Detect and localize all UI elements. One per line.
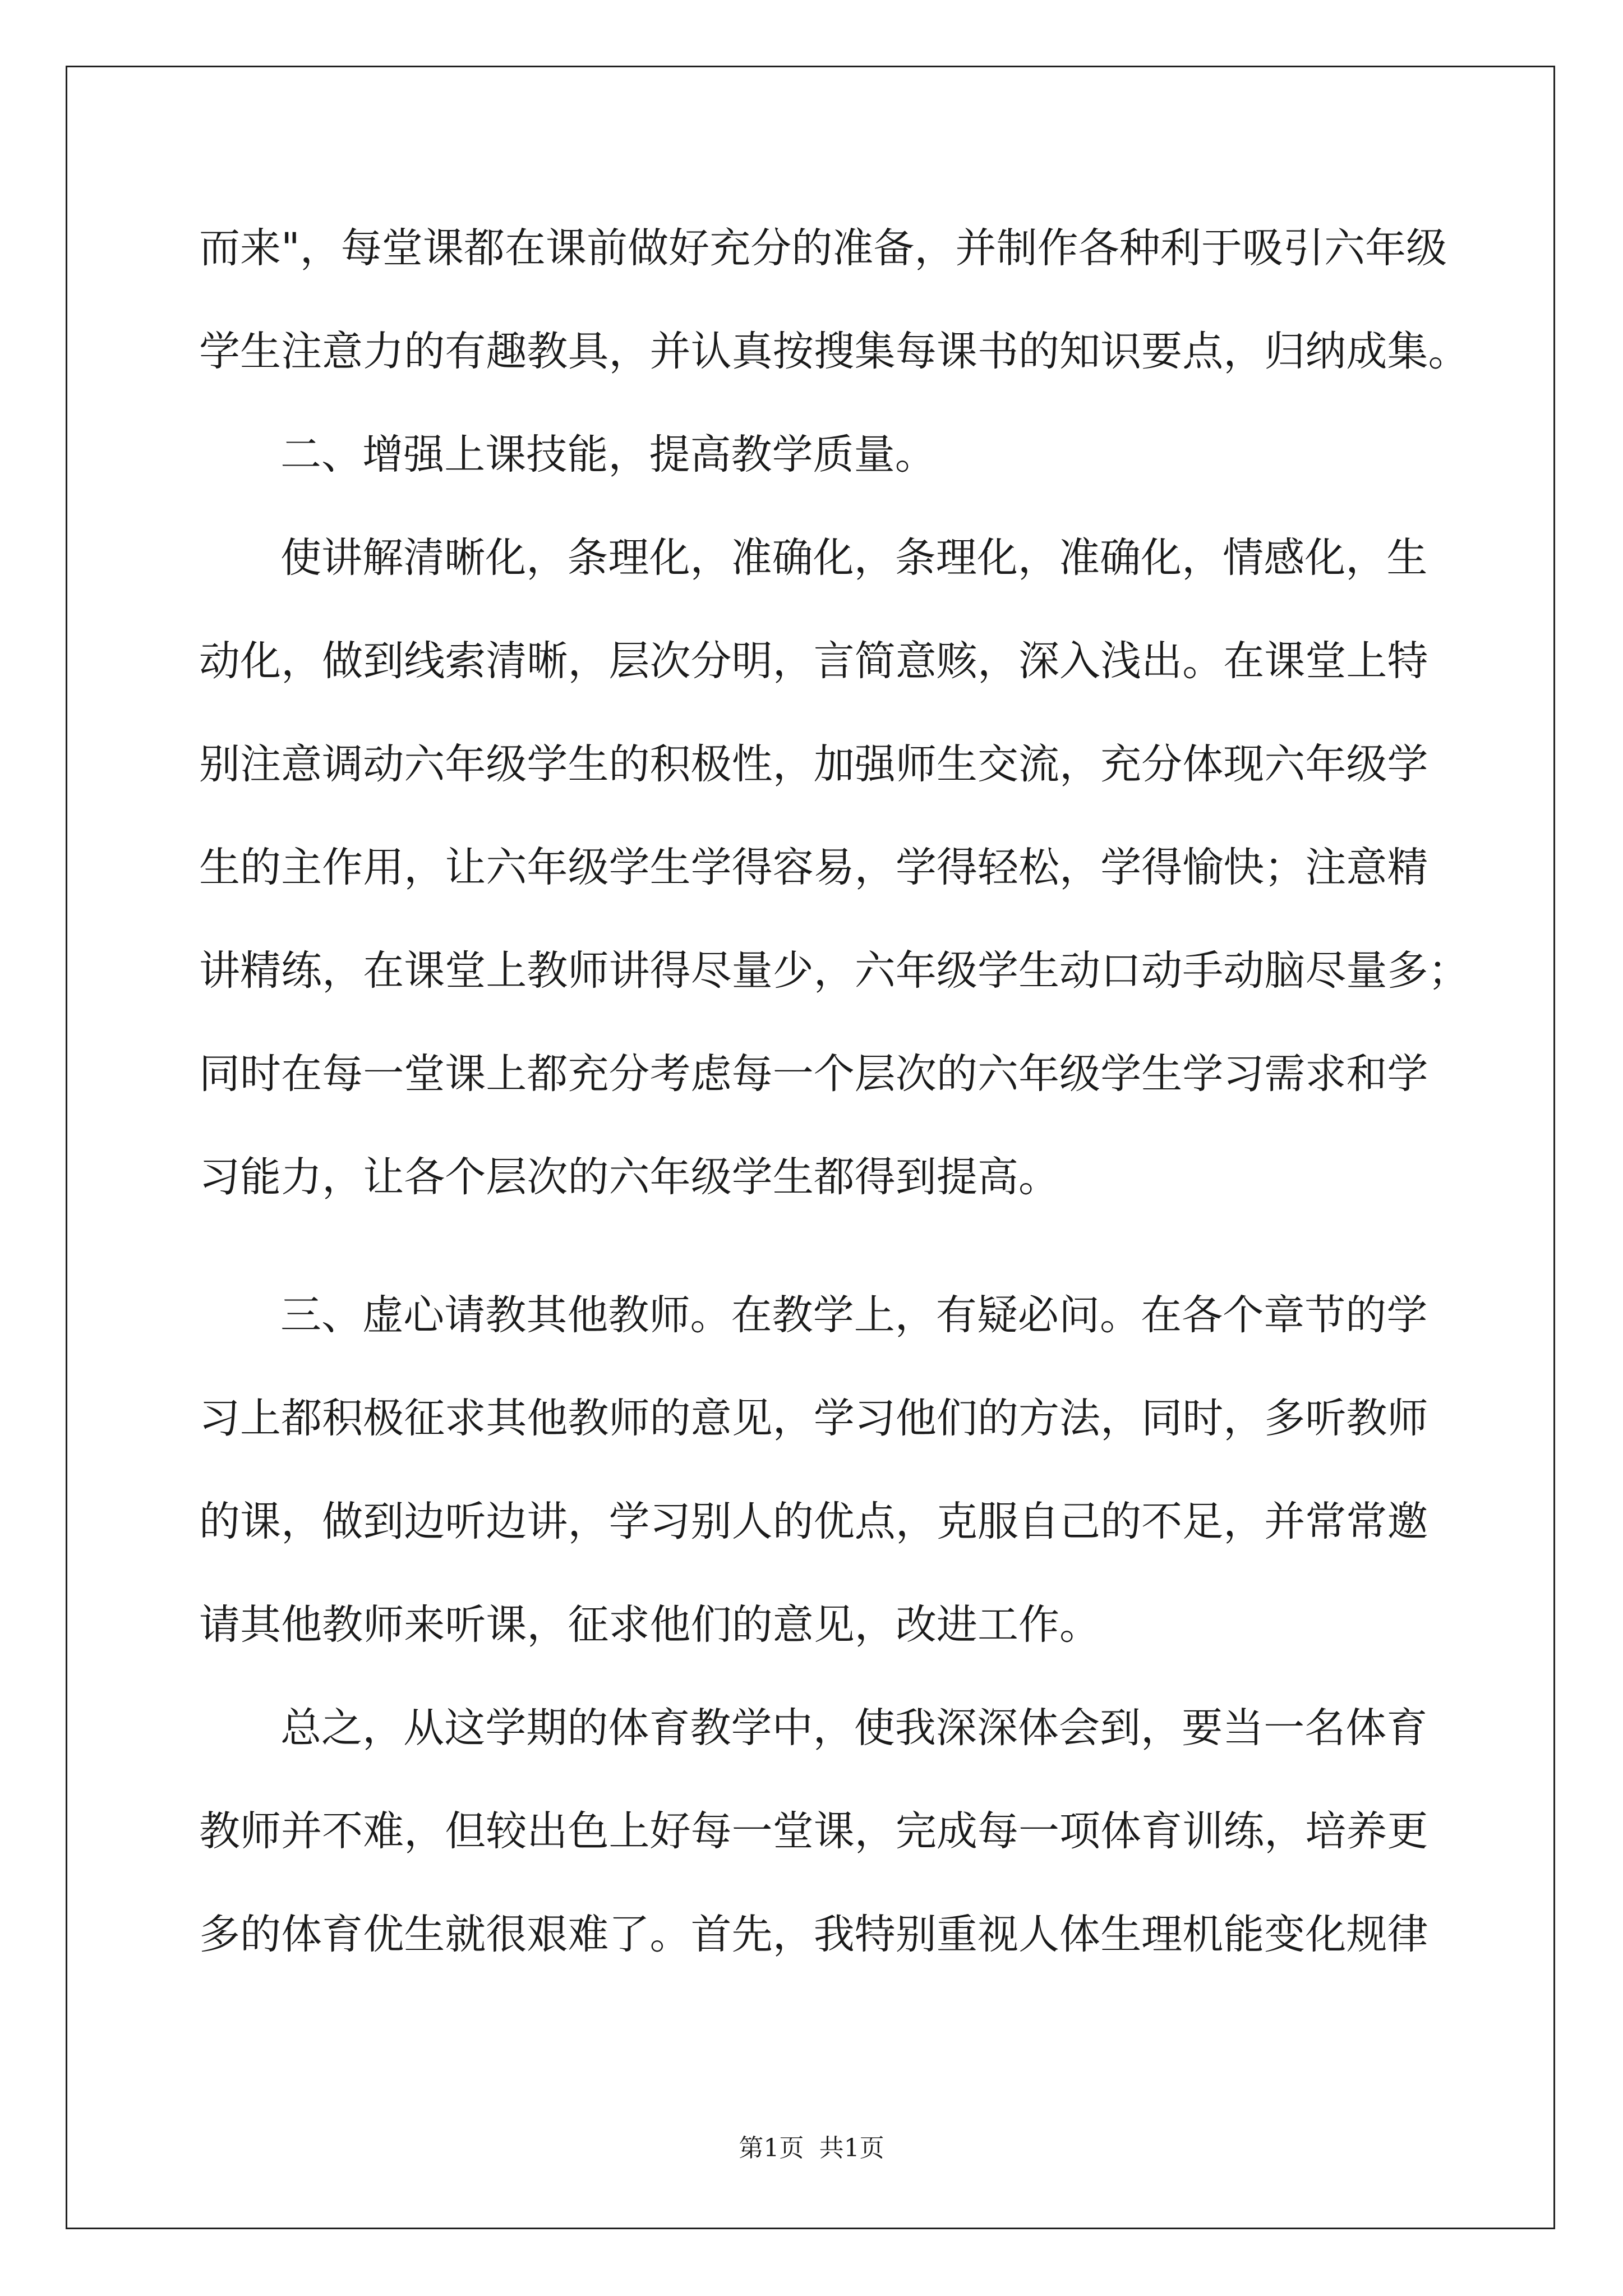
text-line-5: 动化，做到线索清晰，层次分明，言简意赅，深入浅出。在课堂上特 <box>199 637 1428 685</box>
page-number-footer: 第1页 共1页 <box>739 2134 884 2162</box>
section-heading-3: 三、虚心请教其他教师。在教学上，有疑必问。在各个章节的学 <box>280 1291 1428 1339</box>
text-line-2: 学生注意力的有趣教具，并认真按搜集每课书的知识要点，归纳成集。 <box>199 328 1469 375</box>
text-line-12: 习上都积极征求其他教师的意见，学习他们的方法，同时，多听教师 <box>199 1395 1428 1442</box>
text-line-13: 的课，做到边听边讲，学习别人的优点，克服自己的不足，并常常邀 <box>199 1498 1428 1545</box>
text-line-17: 多的体育优生就很艰难了。首先，我特别重视人体生理机能变化规律 <box>199 1911 1428 1958</box>
text-line-7: 生的主作用，让六年级学生学得容易，学得轻松，学得愉快；注意精 <box>199 844 1428 891</box>
text-line-14: 请其他教师来听课，征求他们的意见，改进工作。 <box>199 1601 1101 1649</box>
text-line-4: 使讲解清晰化，条理化，准确化，条理化，准确化，情感化，生 <box>280 534 1428 582</box>
text-line-9: 同时在每一堂课上都充分考虑每一个层次的六年级学生学习需求和学 <box>199 1050 1428 1098</box>
text-line-6: 别注意调动六年级学生的积极性，加强师生交流，充分体现六年级学 <box>199 740 1428 788</box>
text-line-15: 总之，从这学期的体育教学中，使我深深体会到，要当一名体育 <box>280 1704 1428 1752</box>
text-line-10: 习能力，让各个层次的六年级学生都得到提高。 <box>199 1153 1060 1201</box>
text-line-16: 教师并不难，但较出色上好每一堂课，完成每一项体育训练，培养更 <box>199 1807 1428 1855</box>
section-heading-2: 二、增强上课技能，提高教学质量。 <box>280 431 936 478</box>
text-line-1: 而来"，每堂课都在课前做好充分的准备，并制作各种利于吸引六年级 <box>199 224 1447 272</box>
text-line-8: 讲精练，在课堂上教师讲得尽量少，六年级学生动口动手动脑尽量多； <box>199 947 1469 995</box>
